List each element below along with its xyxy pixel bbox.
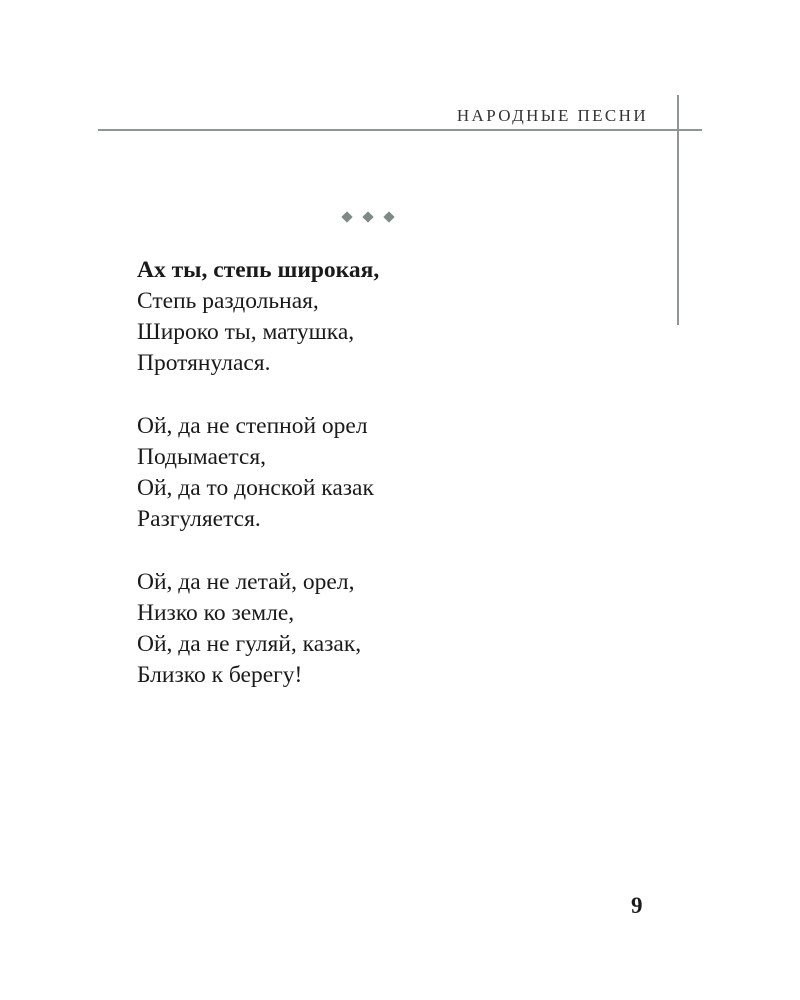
poem-line: Подымается, [137, 444, 267, 470]
poem-line: Ой, да не летай, орел, [137, 569, 355, 595]
poem [137, 255, 379, 723]
poem-line: Ой, да не гуляй, казак, [137, 631, 362, 657]
poem-line: Степь раздольная, [137, 288, 319, 314]
stanza-3 [137, 567, 379, 691]
poem-line: Ой, да то донской казак [137, 475, 374, 501]
poem-line: Близко к берегу! [137, 662, 303, 688]
poem-line: Широко ты, матушка, [137, 319, 355, 345]
diamond-icon [362, 211, 373, 222]
poem-first-line: Ах ты, степь широкая, [137, 257, 380, 283]
diamond-icon [383, 211, 394, 222]
stanza-1 [137, 255, 379, 379]
page-number: 9 [631, 893, 643, 918]
poem-line: Разгуляется. [137, 506, 261, 532]
stanza-2 [137, 411, 379, 535]
poem-line: Ой, да не степной орел [137, 413, 368, 439]
three-diamonds-icon [343, 213, 393, 221]
poem-line: Низко ко земле, [137, 600, 295, 626]
poem-line: Протянулася. [137, 350, 271, 376]
running-header-title: НАРОДНЫЕ ПЕСНИ [456, 106, 648, 125]
diamond-icon [341, 211, 352, 222]
header-horizontal-rule [98, 129, 702, 131]
margin-vertical-rule [677, 95, 679, 325]
